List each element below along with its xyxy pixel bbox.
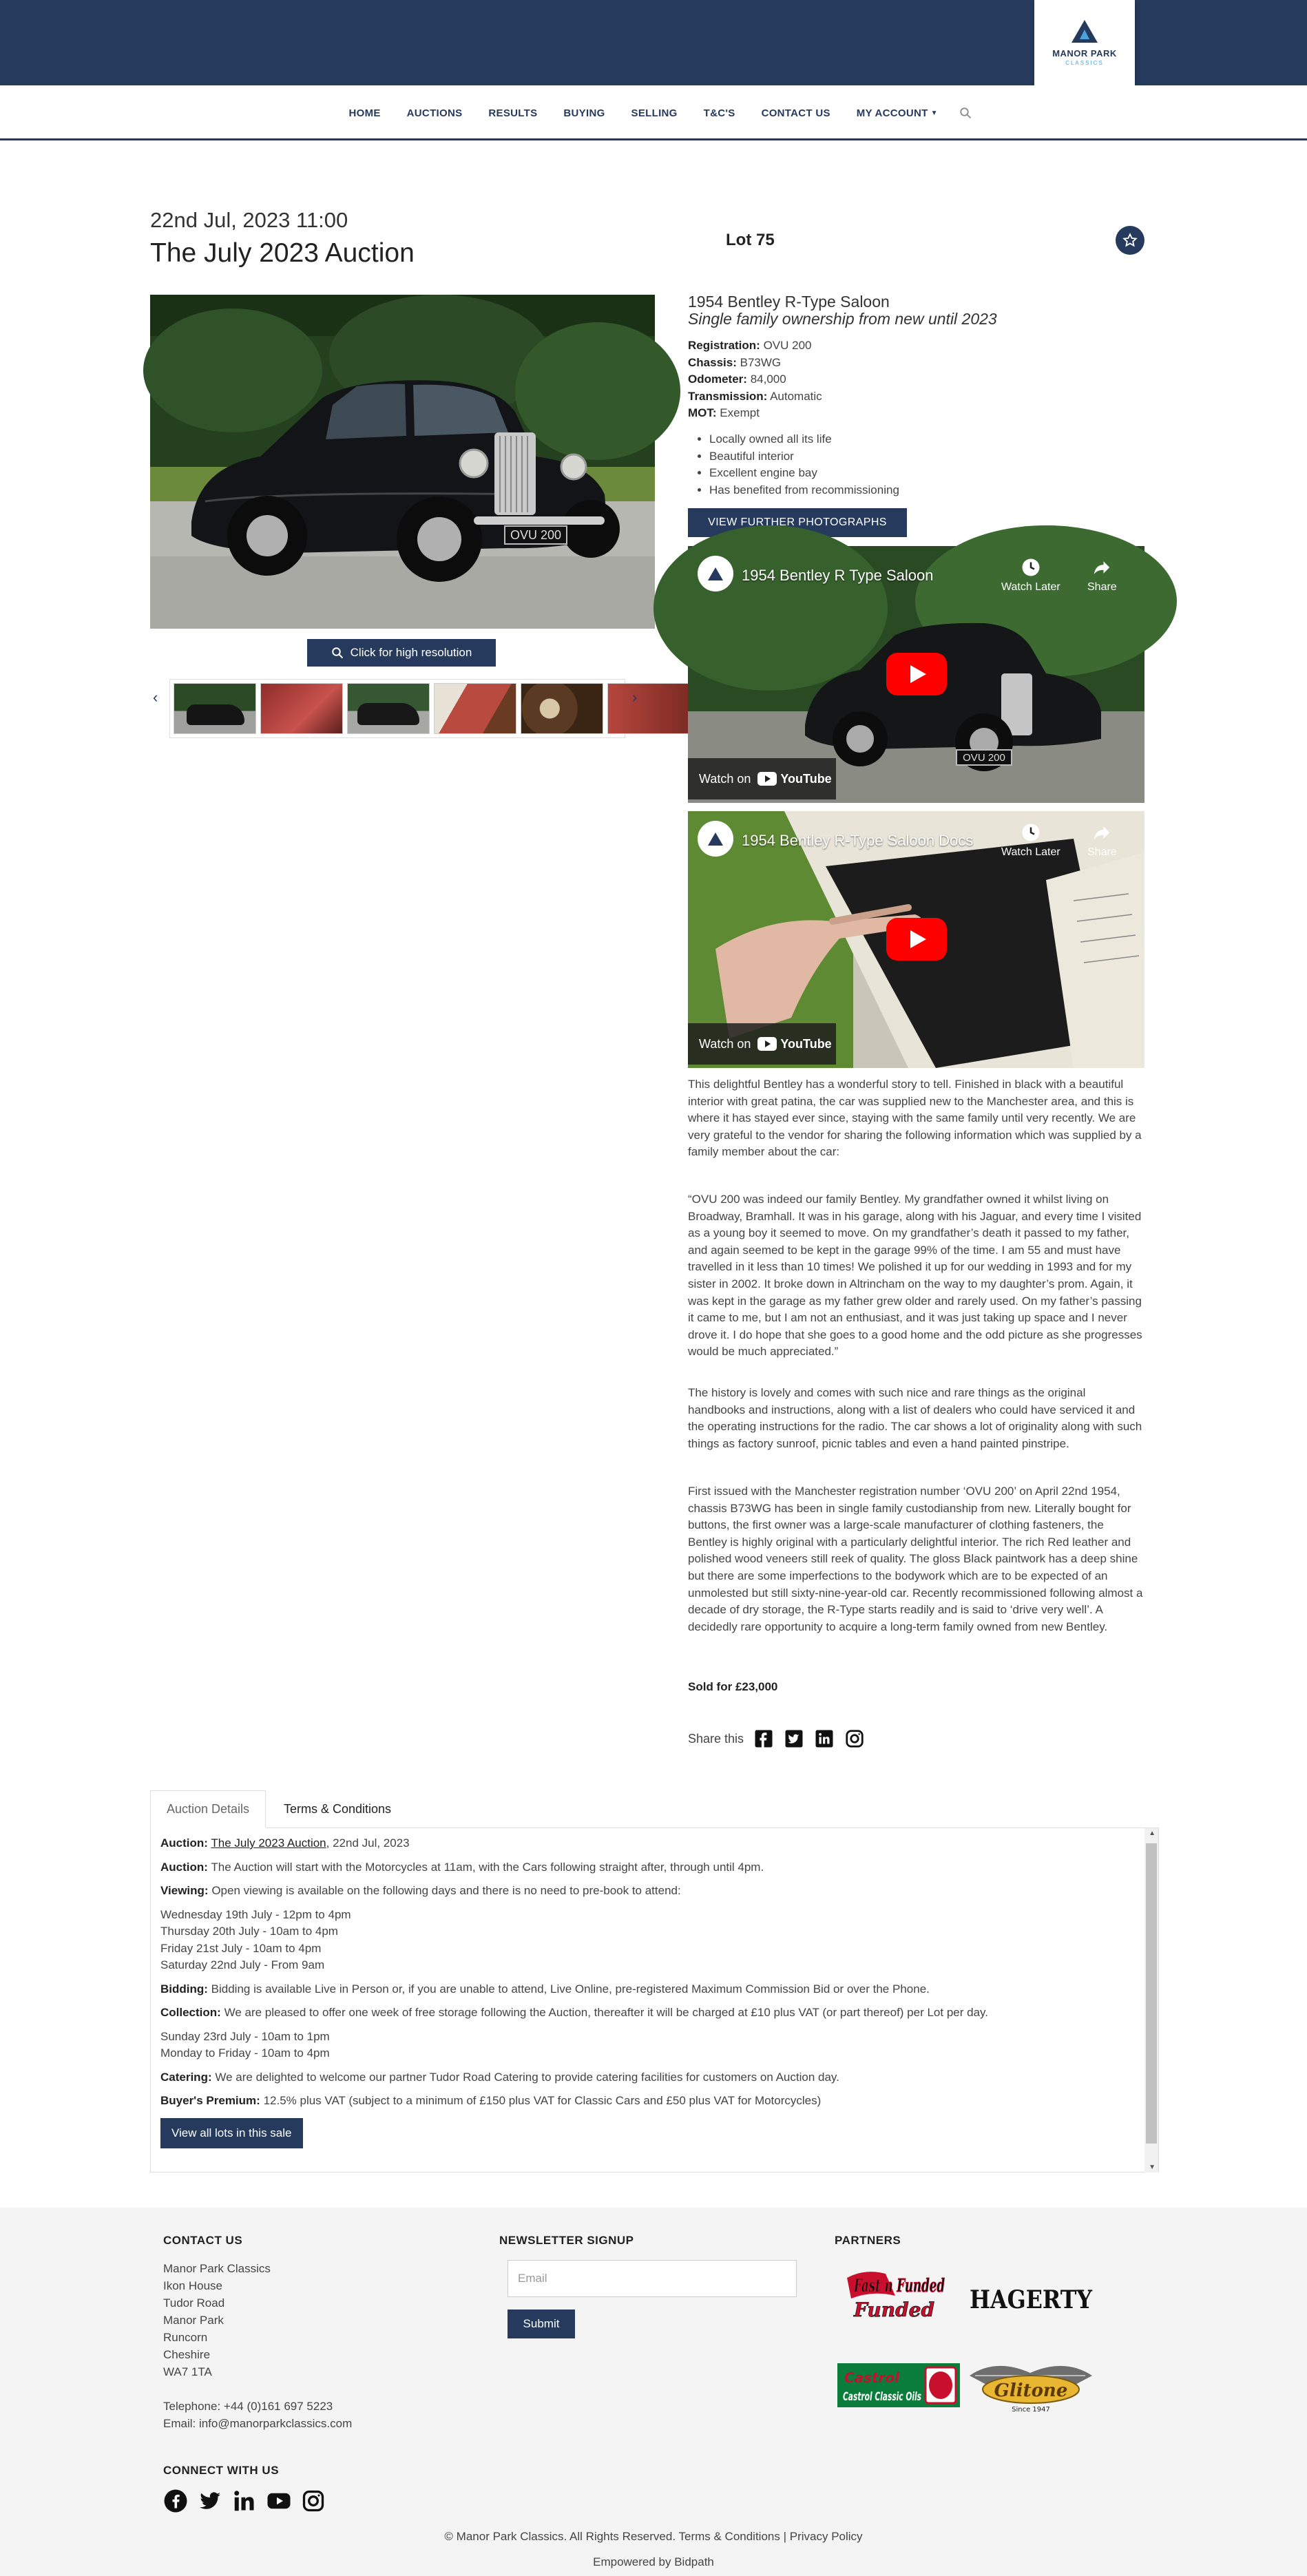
share-arrow-icon	[1091, 822, 1112, 843]
video-player-2[interactable]	[688, 811, 1144, 1068]
address-line: WA7 1TA	[163, 2365, 212, 2378]
lot-specs	[688, 337, 822, 422]
further-photographs-button[interactable]: VIEW FURTHER PHOTOGRAPHS	[688, 508, 907, 537]
watch-on-youtube-button[interactable]	[688, 1023, 836, 1065]
list-item: • Beautiful interior	[709, 448, 899, 465]
youtube-logo-icon	[757, 1037, 831, 1051]
channel-logo-icon	[698, 821, 733, 857]
spec-mot: MOT: Exempt	[688, 406, 760, 419]
search-icon	[331, 647, 344, 659]
list-item: • Locally owned all its life	[709, 431, 899, 448]
newsletter-email-input[interactable]: Email	[508, 2260, 797, 2297]
nav-buying[interactable]: BUYING	[563, 107, 605, 119]
scrollbar-thumb[interactable]	[1146, 1843, 1157, 2144]
list-item: • Has benefited from recommissioning	[709, 482, 899, 499]
partner-name: HAGERTY	[970, 2285, 1094, 2314]
thumbnail-2[interactable]	[260, 683, 343, 734]
channel-logo-icon	[698, 556, 733, 591]
description-paragraph-3: The history is lovely and comes with such nice and rare things as the original handbooks and instructions, along with a list of dealers who could have serviced it and the operating instructions for the radio. The car shows a lot of originality along with such things as factory sunroof, picnic tables and even a hand painted pinstripe.	[688, 1386, 1142, 1450]
spec-odometer: Odometer: 84,000	[688, 373, 786, 386]
copyright-text: © Manor Park Classics. All Rights Reserved.	[444, 2530, 676, 2543]
share-label: Share	[1087, 581, 1117, 593]
watch-later-control[interactable]	[1001, 557, 1060, 594]
facebook-icon[interactable]	[163, 2489, 188, 2513]
scroll-down-icon[interactable]: ▼	[1149, 2164, 1156, 2171]
watch-later-control[interactable]	[1001, 822, 1060, 859]
contact-address	[163, 2260, 352, 2432]
auction-details-panel	[150, 1828, 1159, 2172]
detail-premium: Buyer's Premium: 12.5% plus VAT (subject to a minimum of £150 plus VAT for Classic Cars and £50 plus VAT for Motorcycles)	[160, 2094, 822, 2107]
nav-my-account[interactable]	[844, 107, 951, 119]
partner-name: Glitone	[994, 2380, 1068, 2401]
svg-text:Castrol: Castrol	[844, 2369, 900, 2386]
nav-my-account-label: MY ACCOUNT	[856, 107, 928, 119]
detail-viewing-days: Wednesday 19th July - 12pm to 4pm Thursday 20th July - 10am to 4pm Friday 21st July - 10am to 4pm Saturday 22nd July - From 9am	[160, 1907, 351, 1971]
svg-text:Funded: Funded	[854, 2298, 935, 2321]
panel-scrollbar[interactable]	[1144, 1828, 1158, 2172]
main-car-image[interactable]	[150, 295, 655, 629]
share-label: Share	[1087, 846, 1117, 858]
auction-details-content	[160, 1835, 1131, 2148]
share-label: Share this	[688, 1731, 744, 1746]
detail-collection-days: Sunday 23rd July - 10am to 1pm Monday to Friday - 10am to 4pm	[160, 2029, 330, 2060]
share-arrow-icon	[1091, 557, 1112, 578]
high-resolution-button[interactable]	[307, 639, 496, 667]
search-icon[interactable]	[959, 107, 972, 119]
detail-catering: Catering: We are delighted to welcome our partner Tudor Road Catering to provide catering facilities for customers on Auction day.	[160, 2070, 839, 2084]
star-icon	[1122, 233, 1138, 248]
partner-fast-n-funded-logo[interactable]	[844, 2264, 954, 2326]
powered-by[interactable]: Empowered by Bidpath	[593, 2555, 714, 2568]
clock-icon	[1021, 822, 1041, 843]
video-title[interactable]: 1954 Bentley R-Type Saloon Docs	[742, 832, 974, 849]
linkedin-icon[interactable]	[814, 1728, 835, 1749]
nav-terms[interactable]: T&C'S	[703, 107, 735, 119]
thumbnail-3[interactable]	[347, 683, 430, 734]
contact-title: CONTACT US	[163, 2234, 243, 2247]
logo-tagline: CLASSICS	[1065, 59, 1104, 66]
youtube-wordmark: YouTube	[780, 771, 832, 786]
address-line: Cheshire	[163, 2348, 211, 2361]
main-navbar	[0, 85, 1307, 140]
sold-price: Sold for £23,000	[688, 1680, 778, 1693]
auction-link[interactable]: The July 2023 Auction	[211, 1836, 326, 1850]
contact-telephone[interactable]: Telephone: +44 (0)161 697 5223	[163, 2400, 333, 2413]
spec-chassis: Chassis: B73WG	[688, 355, 782, 369]
contact-email[interactable]: Email: info@manorparkclassics.com	[163, 2417, 353, 2430]
number-plate: OVU 200	[510, 528, 562, 542]
play-button-icon[interactable]	[886, 653, 947, 695]
connect-title: CONNECT WITH US	[163, 2464, 280, 2477]
watch-on-label: Watch on	[699, 1036, 751, 1051]
instagram-icon[interactable]	[301, 2489, 326, 2513]
linkedin-icon[interactable]	[232, 2489, 257, 2513]
detail-collection: Collection: We are pleased to offer one week of free storage following the Auction, thereafter it will be charged at £10 plus VAT (or part thereof) per Lot per day.	[160, 2006, 988, 2019]
partner-name: Fast n Funded	[853, 2276, 945, 2296]
address-line: Runcorn	[163, 2331, 208, 2344]
share-bar	[688, 1728, 865, 1749]
nav-home[interactable]: HOME	[348, 107, 381, 119]
address-line: Ikon House	[163, 2279, 222, 2292]
description-paragraph-1: This delightful Bentley has a wonderful story to tell. Finished in black with a beautiful interior with great patina, the car was supplied new to the Manchester area, and this is where it has stayed ever since, staying with the same family until very recently. We are very grateful to the vendor for sharing the following information which was supplied by a family member about the car:	[688, 1078, 1142, 1159]
chevron-right-icon[interactable]: ›	[632, 689, 638, 706]
lot-subtitle: Single family ownership from new until 2023	[688, 310, 997, 328]
thumbnail-4[interactable]	[434, 683, 516, 734]
address-line: Tudor Road	[163, 2296, 225, 2310]
watch-lot-button[interactable]	[1116, 226, 1144, 255]
privacy-link[interactable]: Privacy Policy	[789, 2530, 863, 2543]
site-logo[interactable]	[1034, 0, 1135, 85]
nav-menu	[0, 85, 1307, 140]
newsletter-title: NEWSLETTER SIGNUP	[499, 2234, 634, 2247]
lot-number: Lot 75	[726, 231, 775, 249]
nav-contact[interactable]: CONTACT US	[761, 107, 830, 119]
video-player-1[interactable]	[688, 546, 1144, 803]
share-control[interactable]	[1087, 822, 1117, 859]
partner-glitone-logo[interactable]	[968, 2355, 1094, 2414]
nav-results[interactable]: RESULTS	[488, 107, 538, 119]
youtube-icon[interactable]	[266, 2489, 291, 2513]
view-all-lots-button[interactable]: View all lots in this sale	[160, 2118, 303, 2149]
nav-selling[interactable]: SELLING	[631, 107, 678, 119]
lot-title: 1954 Bentley R-Type Saloon	[688, 293, 890, 311]
watch-later-label: Watch Later	[1001, 846, 1060, 858]
twitter-icon[interactable]	[784, 1728, 804, 1749]
copyright-line: © Manor Park Classics. All Rights Reserved. Terms & Conditions | Privacy Policy	[444, 2530, 863, 2543]
spec-registration: Registration: OVU 200	[688, 339, 812, 352]
partner-name: Castrol Classic Oils	[843, 2390, 921, 2404]
watch-later-label: Watch Later	[1001, 581, 1060, 593]
partner-hagerty-logo[interactable]	[970, 2282, 1094, 2316]
partners-title: PARTNERS	[835, 2234, 901, 2247]
newsletter-submit-button[interactable]: Submit	[508, 2310, 575, 2338]
list-item: • Excellent engine bay	[709, 465, 899, 482]
detail-auction: Auction: The July 2023 Auction, 22nd Jul, 2023	[160, 1836, 410, 1850]
detail-auction-times: Auction: The Auction will start with the Motorcycles at 11am, with the Cars following straight after, through until 4pm.	[160, 1860, 764, 1874]
logo-name: MANOR PARK	[1052, 48, 1117, 59]
details-tabs	[150, 1790, 1159, 1828]
auction-date: 22nd Jul, 2023 11:00	[150, 208, 348, 232]
facebook-icon[interactable]	[753, 1728, 774, 1749]
description-paragraph-2: “OVU 200 was indeed our family Bentley. My grandfather owned it whilst living on Broadway, Bramhall. It was in his garage, along with his Jaguar, and every time I visited as a young boy it seemed to move. On my grandfather’s death it passed to my father, and again seemed to be kept in the garage 99% of the time. I am 55 and must have travelled in it less than 10 times! We polished it up for our wedding in 1993 and for my sister in 2002. It broke down in Altrincham on the way to my daughter’s prom. Again, it was kept in the garage as my father grew older and rarely used. On my father’s passing it came to me, but I am not an enthusiast, and it was just taking up space and I never drove it. I do hope that she goes to a good home and the odd picture as she progresses would be much appreciated.”	[688, 1193, 1142, 1359]
youtube-logo-icon	[757, 772, 831, 786]
spec-transmission: Transmission: Automatic	[688, 389, 822, 403]
video-title[interactable]: 1954 Bentley R Type Saloon	[742, 567, 934, 584]
thumbnail-6[interactable]	[607, 683, 690, 734]
lot-highlights	[709, 431, 899, 499]
terms-link[interactable]: Terms & Conditions	[678, 2530, 780, 2543]
play-button-icon[interactable]	[886, 918, 947, 961]
watch-on-label: Watch on	[699, 771, 751, 786]
detail-bidding: Bidding: Bidding is available Live in Person or, if you are unable to attend, Live Online, pre-registered Maximum Commission Bid or over the Phone.	[160, 1982, 930, 1996]
high-resolution-label: Click for high resolution	[350, 646, 472, 659]
instagram-icon[interactable]	[844, 1728, 865, 1749]
chevron-left-icon[interactable]: ‹	[153, 689, 158, 706]
description-paragraph-4: First issued with the Manchester registration number ‘OVU 200’ on April 22nd 1954, chassis B73WG has been in single family custodianship from new. Literally bought for buttons, the first owner was a large-scale manufacturer of clothing fasteners, the Bentley is highly original with a particularly delightful interior. The rich Red leather and polished wood veneers still reek of quality. The gloss Black paintwork has a deep shine but there are some imperfections to the bodywork which are to be expected of an unmolested but still sixty-nine-year-old car. Recently recommissioned following almost a decade of dry storage, the R-Type starts readily and is said to ‘drive very well’. A decidedly rare opportunity to acquire a long-term family owned from new Bentley.	[688, 1485, 1143, 1633]
thumbnail-5[interactable]	[521, 683, 603, 734]
thumbnail-carousel	[150, 673, 655, 740]
scroll-up-icon[interactable]: ▲	[1149, 1830, 1156, 1837]
site-footer	[0, 2208, 1307, 2576]
car-photo	[150, 295, 655, 629]
partner-castrol-logo[interactable]	[837, 2363, 960, 2407]
social-links	[163, 2489, 326, 2513]
tab-auction-details[interactable]: Auction Details	[150, 1790, 266, 1828]
thumbnail-strip	[169, 679, 625, 738]
tab-terms-conditions[interactable]: Terms & Conditions	[284, 1802, 392, 1816]
twitter-icon[interactable]	[198, 2489, 222, 2513]
nav-auctions[interactable]: AUCTIONS	[406, 107, 463, 119]
watch-on-youtube-button[interactable]	[688, 758, 836, 799]
auction-title: The July 2023 Auction	[150, 238, 415, 268]
detail-viewing: Viewing: Open viewing is available on the following days and there is no need to pre-book to attend:	[160, 1884, 681, 1897]
chevron-down-icon: ▼	[930, 109, 938, 117]
address-line: Manor Park Classics	[163, 2262, 271, 2275]
youtube-wordmark: YouTube	[780, 1036, 832, 1051]
video-number-plate: OVU 200	[963, 752, 1005, 764]
clock-icon	[1021, 557, 1041, 578]
address-line: Manor Park	[163, 2314, 224, 2327]
thumbnail-1[interactable]	[174, 683, 256, 734]
share-control[interactable]	[1087, 557, 1117, 594]
svg-text:Since 1947: Since 1947	[1012, 2406, 1050, 2413]
logo-triangle-icon	[1071, 20, 1098, 43]
